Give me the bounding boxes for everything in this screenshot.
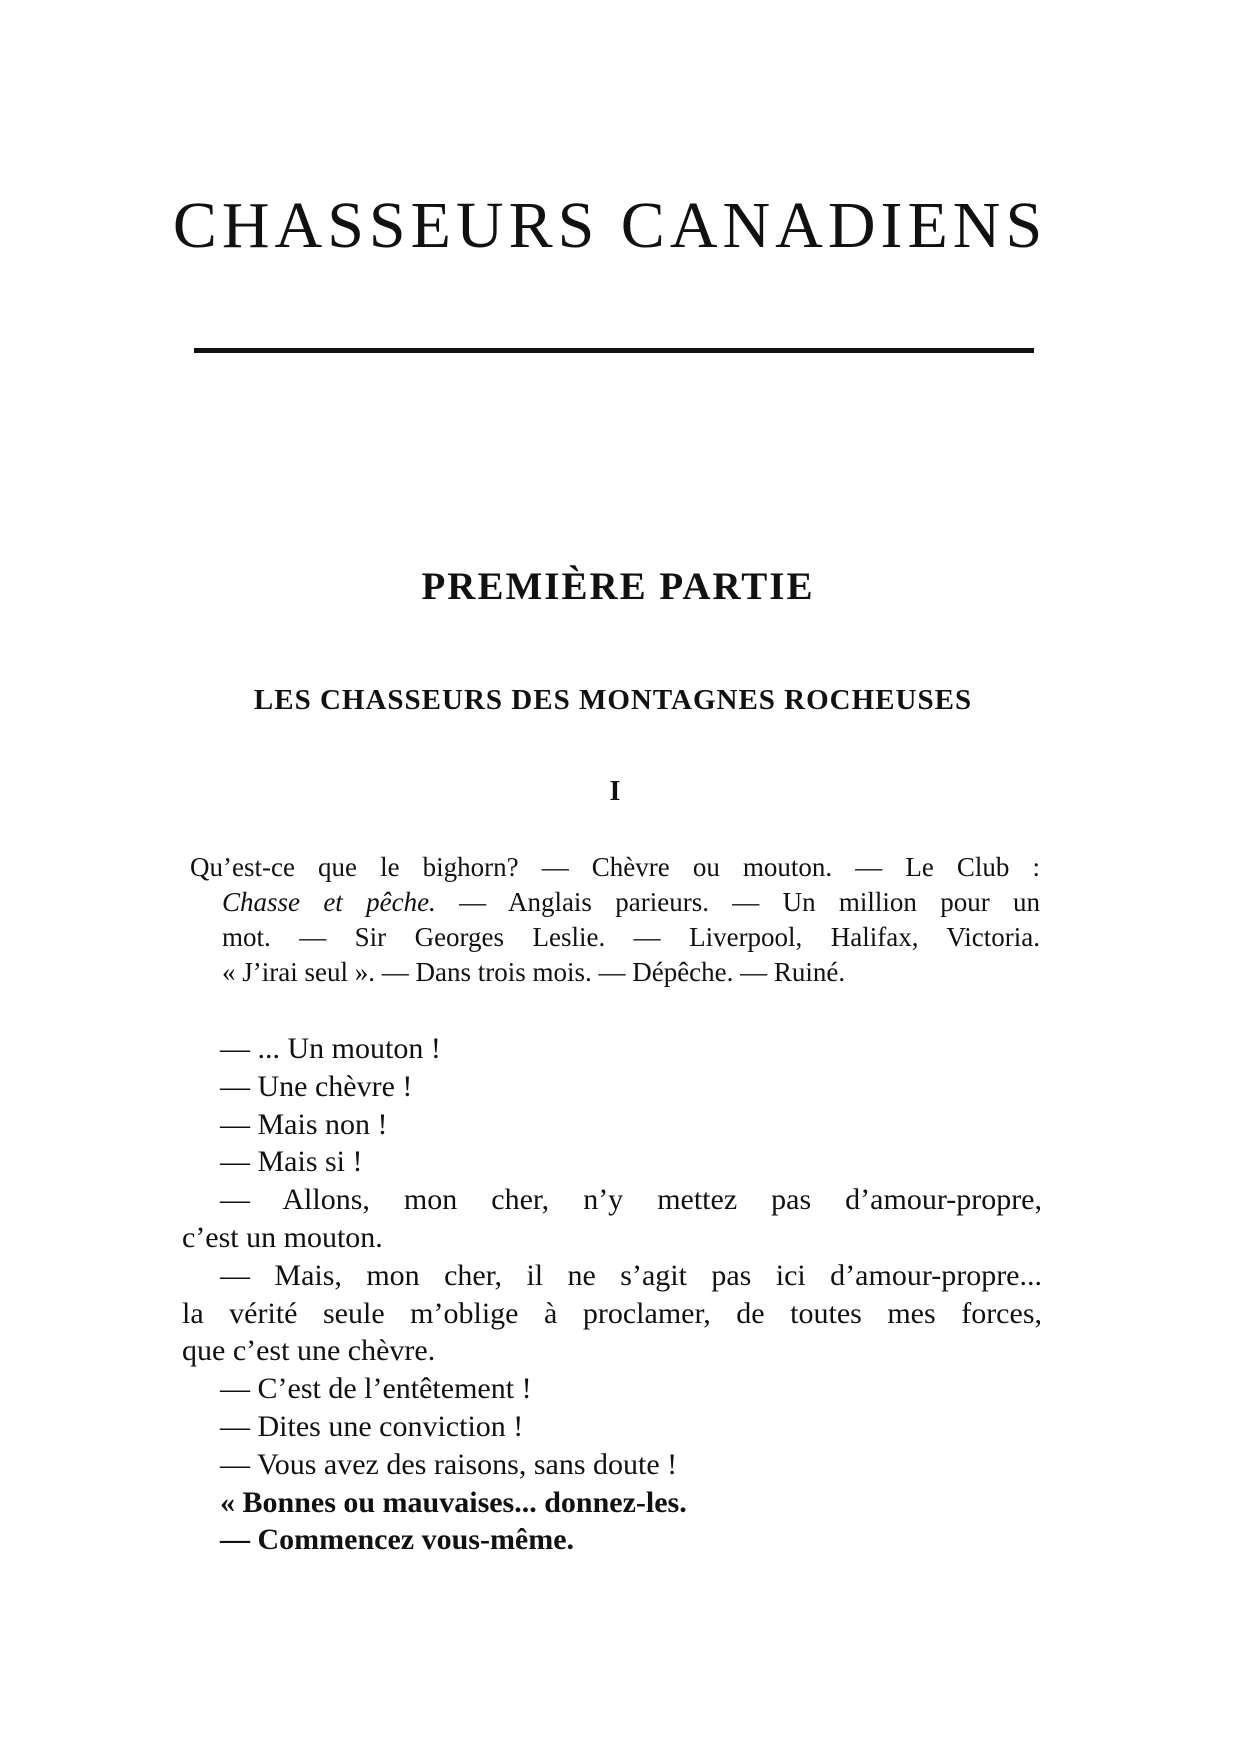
summary-italic-club-name: Chasse et pêche. (222, 887, 436, 917)
summary-line-4: « J’irai seul ». — Dans trois mois. — Dépêche. — Ruiné. (222, 957, 846, 987)
summary-line-2 (190, 885, 1040, 920)
dialogue-line: — Dites une conviction ! (220, 1409, 524, 1443)
book-title: CHASSEURS CANADIENS (172, 189, 1048, 262)
chapter-summary (190, 850, 1040, 990)
summary-line-2-rest: — Anglais parieurs. — Un million pour un (459, 887, 1040, 917)
dialogue-line: — Allons, mon cher, n’y mettez pas d’amour-propre, (220, 1183, 1042, 1217)
dialogue-line: — ... Un mouton ! (220, 1032, 441, 1065)
part-subtitle: LES CHASSEURS DES MONTAGNES ROCHEUSES (253, 684, 973, 716)
dialogue-line: la vérité seule m’oblige à proclamer, de toutes mes forces, (182, 1296, 1042, 1330)
part-title: PREMIÈRE PARTIE (421, 565, 815, 608)
summary-line-3: mot. — Sir Georges Leslie. — Liverpool, Halifax, Victoria. (222, 922, 1040, 952)
dialogue-line: c’est un mouton. (182, 1220, 383, 1254)
dialogue-line: que c’est une chèvre. (182, 1334, 436, 1368)
chapter-number: I (609, 776, 621, 807)
title-divider (194, 348, 1034, 353)
dialogue-line: — Mais, mon cher, il ne s’agit pas ici d’amour-propre... (220, 1258, 1042, 1292)
dialogue-line: — Commencez vous-même. (220, 1523, 575, 1557)
dialogue-line: — Vous avez des raisons, sans doute ! (220, 1447, 678, 1481)
dialogue-line: — Une chèvre ! (220, 1069, 413, 1103)
summary-line-1: Qu’est-ce que le bighorn? — Chèvre ou mouton. — Le Club : (190, 852, 1040, 882)
dialogue-line: — C’est de l’entêtement ! (220, 1372, 532, 1406)
dialogue-line: « Bonnes ou mauvaises... donnez-les. (220, 1485, 687, 1519)
dialogue-line: — Mais non ! (220, 1107, 388, 1141)
dialogue-text (182, 1030, 1042, 1559)
dialogue-line: — Mais si ! (220, 1145, 363, 1179)
